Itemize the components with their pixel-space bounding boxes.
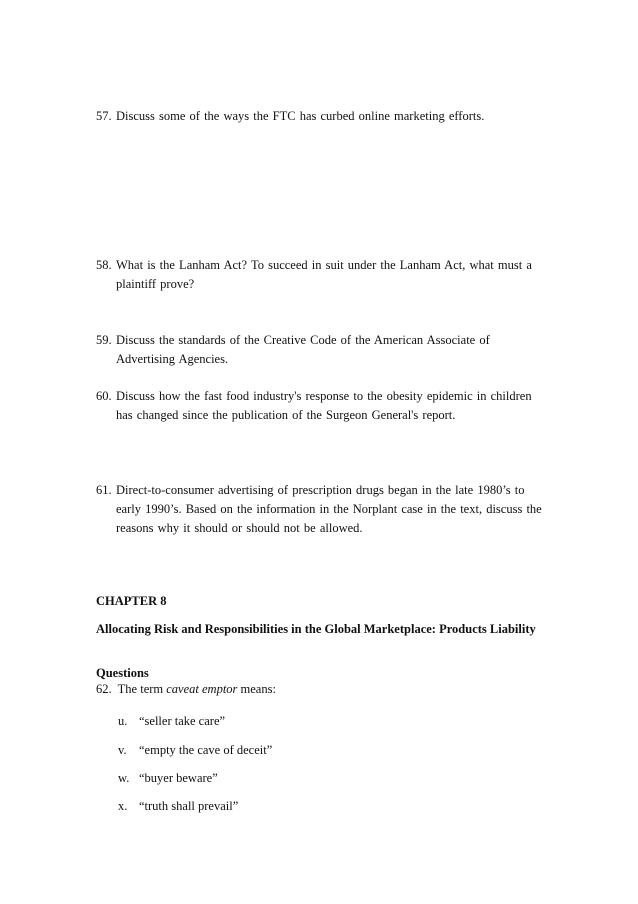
option-v [118, 741, 518, 760]
question-suffix: means: [237, 682, 276, 696]
question-62 [96, 680, 536, 699]
option-text: “truth shall prevail” [139, 799, 239, 813]
question-text: What is the Lanham Act? To succeed in suit under the Lanham Act, what must a plaintiff prove? [116, 258, 532, 291]
question-58 [96, 256, 546, 294]
chapter-heading: CHAPTER 8 [96, 594, 167, 608]
question-text: Direct-to-consumer advertising of prescription drugs began in the late 1980’s to early 1990’s. Based on the information in the Norplant case in the text, discuss the reasons why it should or should not be allowed. [116, 483, 542, 535]
question-number: 58. [96, 258, 112, 272]
question-61 [96, 481, 546, 538]
option-letter: x. [118, 799, 128, 813]
option-w [118, 769, 518, 788]
question-text: Discuss the standards of the Creative Code of the American Associate of Advertising Agencies. [116, 333, 490, 366]
option-letter: v. [118, 743, 127, 757]
question-term: caveat emptor [166, 682, 238, 696]
option-letter: u. [118, 714, 128, 728]
question-number: 62. [96, 682, 112, 696]
question-59 [96, 331, 546, 369]
option-text: “buyer beware” [139, 771, 218, 785]
chapter-title: Allocating Risk and Responsibilities in the Global Marketplace: Products Liability [96, 622, 536, 636]
question-number: 60. [96, 389, 112, 403]
option-text: “empty the cave of deceit” [139, 743, 273, 757]
question-number: 59. [96, 333, 112, 347]
question-prefix: The term [117, 682, 167, 696]
option-text: “seller take care” [139, 714, 226, 728]
question-text: Discuss some of the ways the FTC has curbed online marketing efforts. [116, 109, 485, 123]
question-60 [96, 387, 546, 425]
question-number: 61. [96, 483, 112, 497]
option-u [118, 712, 518, 731]
question-text: Discuss how the fast food industry's response to the obesity epidemic in children has changed since the publication of the Surgeon General's report. [116, 389, 532, 422]
question-number: 57. [96, 109, 112, 123]
question-57 [96, 107, 546, 126]
section-label: Questions [96, 666, 149, 680]
option-x [118, 797, 518, 816]
option-letter: w. [118, 771, 130, 785]
